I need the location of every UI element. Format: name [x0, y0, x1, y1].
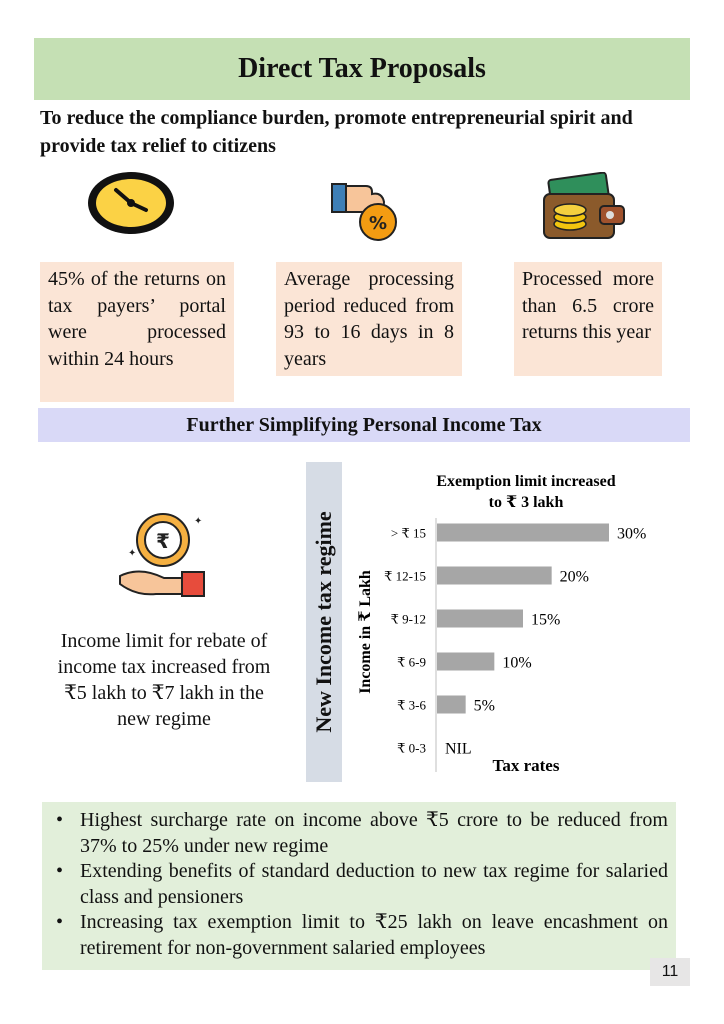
section-heading: Further Simplifying Personal Income Tax [38, 408, 690, 442]
regime-band [306, 462, 342, 782]
svg-text:%: % [368, 213, 388, 234]
bullet-list-box [42, 802, 676, 970]
stat-card-processing-period: Average processing period reduced from 93 to 16 days in 8 years [276, 262, 462, 376]
bullet-item-standard-deduction: • Extending benefits of standard deduction to new tax regime for salaried class and pensioners [52, 859, 668, 910]
svg-text:₹: ₹ [156, 529, 170, 553]
chart-bar [437, 524, 609, 542]
hand-percent-icon [330, 176, 400, 242]
chart-category-label: ₹ 6-9 [397, 654, 426, 670]
chart-category-label: ₹ 12-15 [384, 568, 426, 584]
svg-text:✦: ✦ [194, 516, 203, 527]
rupee-coin-hand-icon [118, 510, 212, 598]
chart-category-label: > ₹ 15 [390, 525, 426, 541]
rebate-description: Income limit for rebate of income tax increased from ₹5 lakh to ₹7 lakh in the new regime [57, 630, 271, 730]
chart-title-line-2: to ₹ 3 lakh [488, 494, 564, 511]
chart-bar [437, 567, 552, 585]
stat-card-returns-processed: Processed more than 6.5 crore returns this year [514, 262, 662, 376]
regime-label: New Income tax regime [311, 511, 336, 733]
chart-data-label: 15% [531, 611, 561, 629]
page-subtitle: To reduce the compliance burden, promote entrepreneurial spirit and provide tax relief to citizens [40, 107, 633, 157]
stat-card-returns-24h: 45% of the returns on tax payers’ portal were processed within 24 hours [40, 262, 234, 402]
chart-category-label: ₹ 3-6 [397, 697, 426, 713]
chart-category-label: ₹ 9-12 [390, 611, 426, 627]
chart-bar [437, 653, 494, 671]
chart-category-label: ₹ 0-3 [397, 740, 426, 756]
chart-bar [437, 696, 466, 714]
chart-y-axis-label: Income in ₹ Lakh [357, 570, 374, 694]
tax-rate-chart [346, 462, 676, 782]
page-number: 11 [650, 958, 690, 986]
page-title: Direct Tax Proposals [34, 38, 690, 100]
chart-data-label: 10% [502, 654, 532, 672]
chart-data-label: 20% [559, 568, 589, 586]
wallet-money-icon [540, 172, 626, 242]
bullet-item-leave-encashment: • Increasing tax exemption limit to ₹25 lakh on leave encashment on retirement for non-government salaried employees [52, 910, 668, 961]
bullet-item-surcharge: • Highest surcharge rate on income above ₹5 crore to be reduced from 37% to 25% under new regime [52, 808, 668, 859]
clock-icon [86, 170, 176, 236]
chart-title-line-1: Exemption limit increased [436, 473, 616, 490]
chart-bar [437, 610, 523, 628]
svg-text:✦: ✦ [128, 548, 137, 559]
chart-data-label: 5% [473, 697, 495, 715]
chart-data-label: NIL [445, 740, 472, 758]
chart-x-axis-label: Tax rates [492, 756, 560, 775]
chart-data-label: 30% [617, 525, 647, 543]
